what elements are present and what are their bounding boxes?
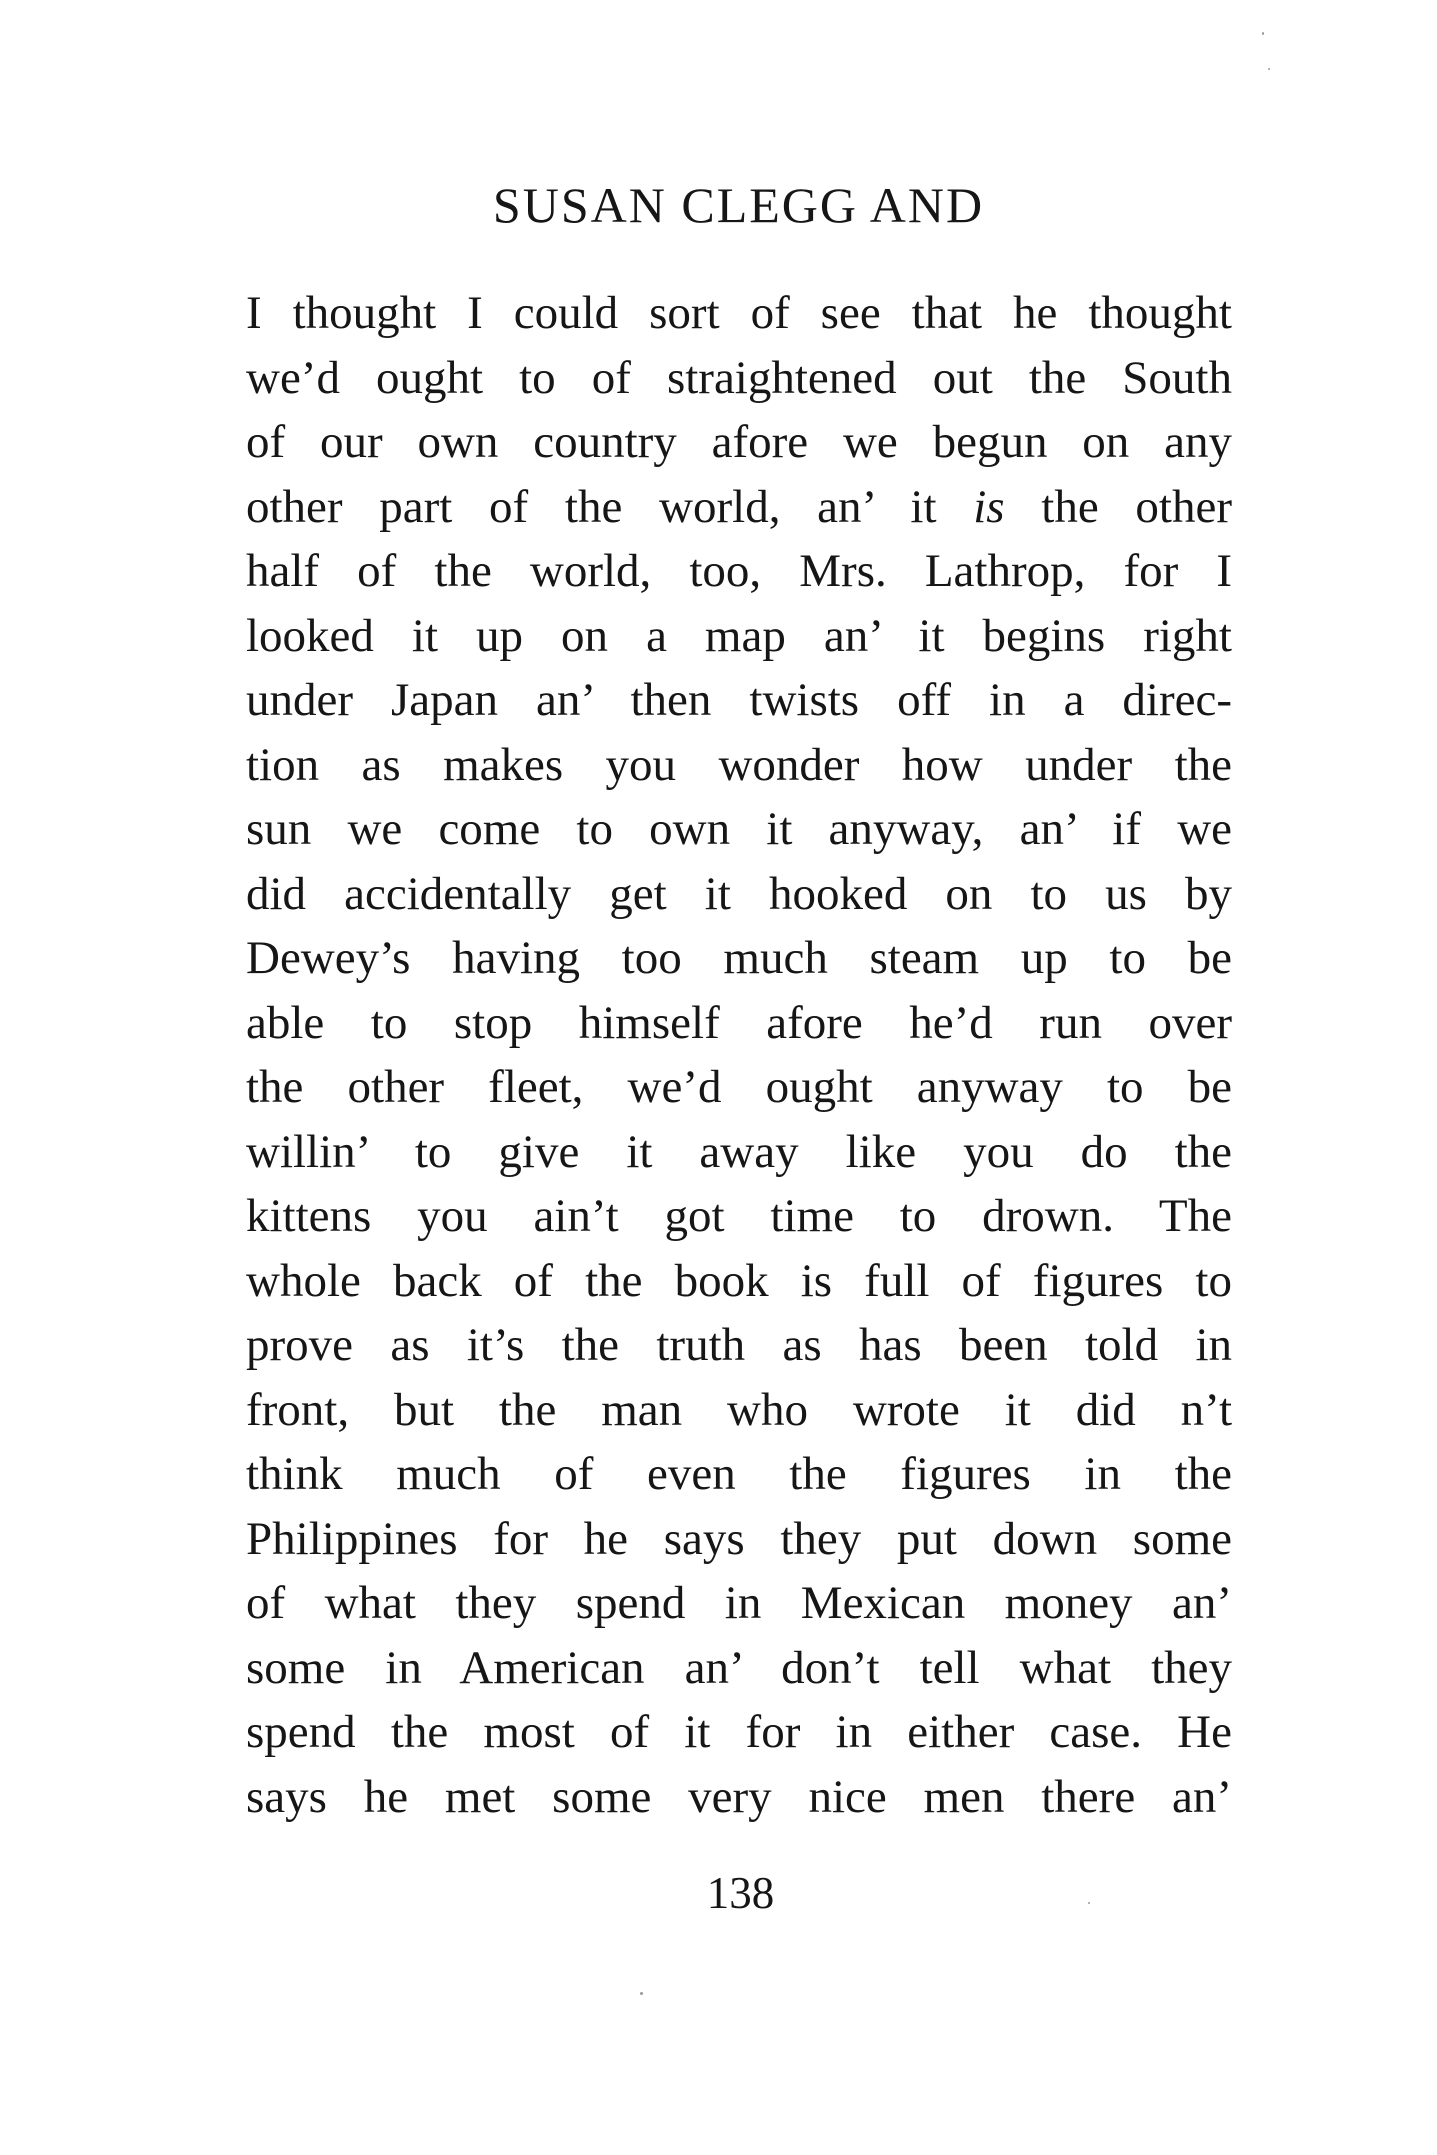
text-line: did accidentally get it hooked on to us by [246,867,1232,920]
text-line: the other fleet, we’d ought anyway to be [246,1061,1232,1113]
text-line: under Japan an’ then twists off in a direc- [246,674,1232,726]
text-line: Dewey’s having too much steam up to be [246,932,1232,984]
text-line: says he met some very nice men there an’ [246,1770,1232,1823]
paper-speck [1268,68,1270,70]
body-text [246,281,1232,1829]
text-line: willin’ to give it away like you do the [246,1125,1232,1178]
paper-speck [1088,1902,1090,1904]
text-line: of our own country afore we begun on any [246,416,1232,468]
text-line: half of the world, too, Mrs. Lathrop, for I [246,545,1232,597]
text-line: think much of even the figures in the [246,1448,1232,1500]
text-line: whole back of the book is full of figures to [246,1254,1232,1307]
text-line: other part of the world, an’ it is the other [246,480,1232,533]
text-line: spend the most of it for in either case. He [246,1706,1232,1758]
text-line: tion as makes you wonder how under the [246,738,1232,791]
text-line: some in American an’ don’t tell what they [246,1641,1232,1694]
running-head: SUSAN CLEGG AND [492,177,985,233]
text-line: we’d ought to of straightened out the South [246,351,1232,404]
text-line: looked it up on a map an’ it begins right [246,609,1232,662]
paper-speck [640,1992,643,1995]
text-line: I thought I could sort of see that he thought [246,287,1232,339]
paper-speck [1262,32,1264,35]
text-line: kittens you ain’t got time to drown. The [246,1190,1232,1242]
text-line: of what they spend in Mexican money an’ [246,1577,1232,1629]
text-line: sun we come to own it anyway, an’ if we [246,803,1232,855]
italic-emphasis: is [973,480,1005,533]
text-line: front, but the man who wrote it did n’t [246,1383,1232,1436]
text-line: Philippines for he says they put down some [246,1512,1232,1565]
page-number: 138 [706,1868,775,1918]
text-line: able to stop himself afore he’d run over [246,996,1232,1049]
text-line: prove as it’s the truth as has been told in [246,1319,1232,1371]
